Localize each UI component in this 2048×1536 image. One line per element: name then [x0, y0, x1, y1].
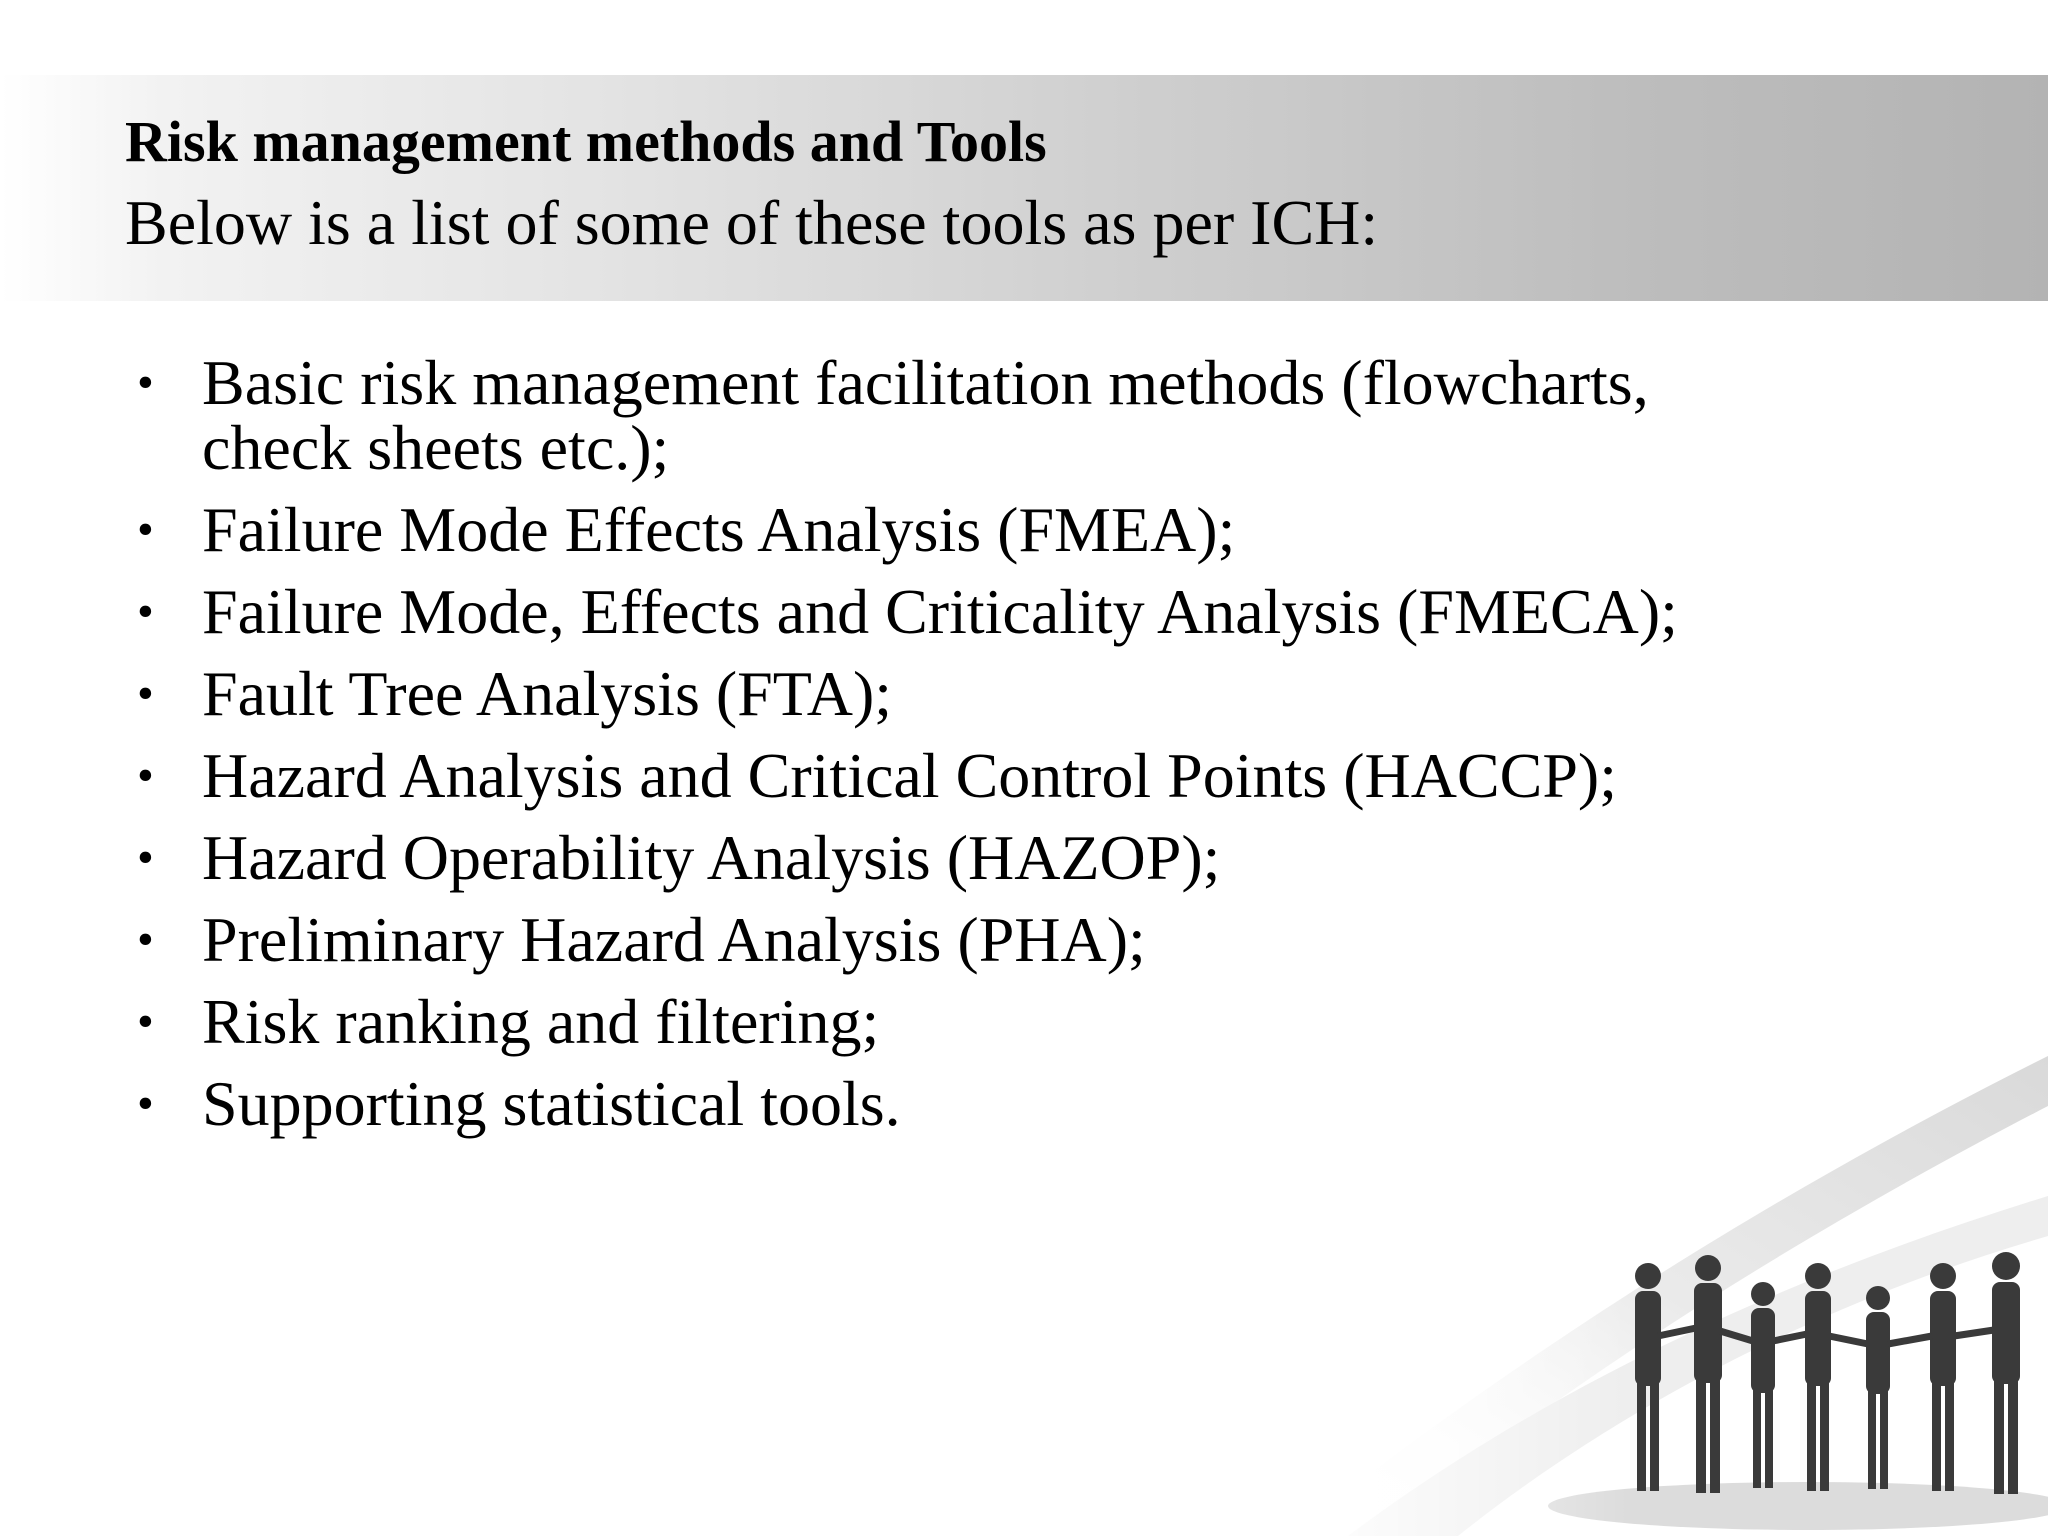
bullet-text: Failure Mode Effects Analysis (FMEA);: [202, 494, 1236, 565]
bullet-dot: •: [137, 585, 154, 638]
bullet-item: [125, 904, 1685, 975]
bullet-dot: •: [137, 749, 154, 802]
bullet-text: Hazard Operability Analysis (HAZOP);: [202, 822, 1221, 893]
bullet-dot: •: [137, 356, 154, 409]
bullet-text: Hazard Analysis and Critical Control Points (HACCP);: [202, 740, 1617, 811]
bullet-text: Preliminary Hazard Analysis (PHA);: [202, 904, 1146, 975]
bullet-dot: •: [137, 831, 154, 884]
bullet-dot: •: [137, 913, 154, 966]
bullet-item: [125, 494, 1685, 565]
bullet-text: Basic risk management facilitation methods (flowcharts, check sheets etc.);: [202, 347, 1649, 483]
bullet-text: Failure Mode, Effects and Criticality Analysis (FMECA);: [202, 576, 1678, 647]
bullet-item: [125, 658, 1685, 729]
slide-title: Risk management methods and Tools: [125, 109, 1047, 174]
bullet-text: Supporting statistical tools.: [202, 1068, 901, 1139]
bullet-text: Risk ranking and filtering;: [202, 986, 880, 1057]
bullet-item: [125, 822, 1685, 893]
bullet-item: [125, 576, 1685, 647]
bullet-dot: •: [137, 667, 154, 720]
bullet-text: Fault Tree Analysis (FTA);: [202, 658, 893, 729]
bullet-item: [125, 347, 1685, 483]
people-silhouette-decoration: [1288, 976, 2048, 1536]
bullet-dot: •: [137, 503, 154, 556]
bullet-dot: •: [137, 1077, 154, 1130]
bullet-dot: •: [137, 995, 154, 1048]
bullet-item: [125, 740, 1685, 811]
slide-subtitle: Below is a list of some of these tools as per ICH:: [125, 187, 1379, 258]
